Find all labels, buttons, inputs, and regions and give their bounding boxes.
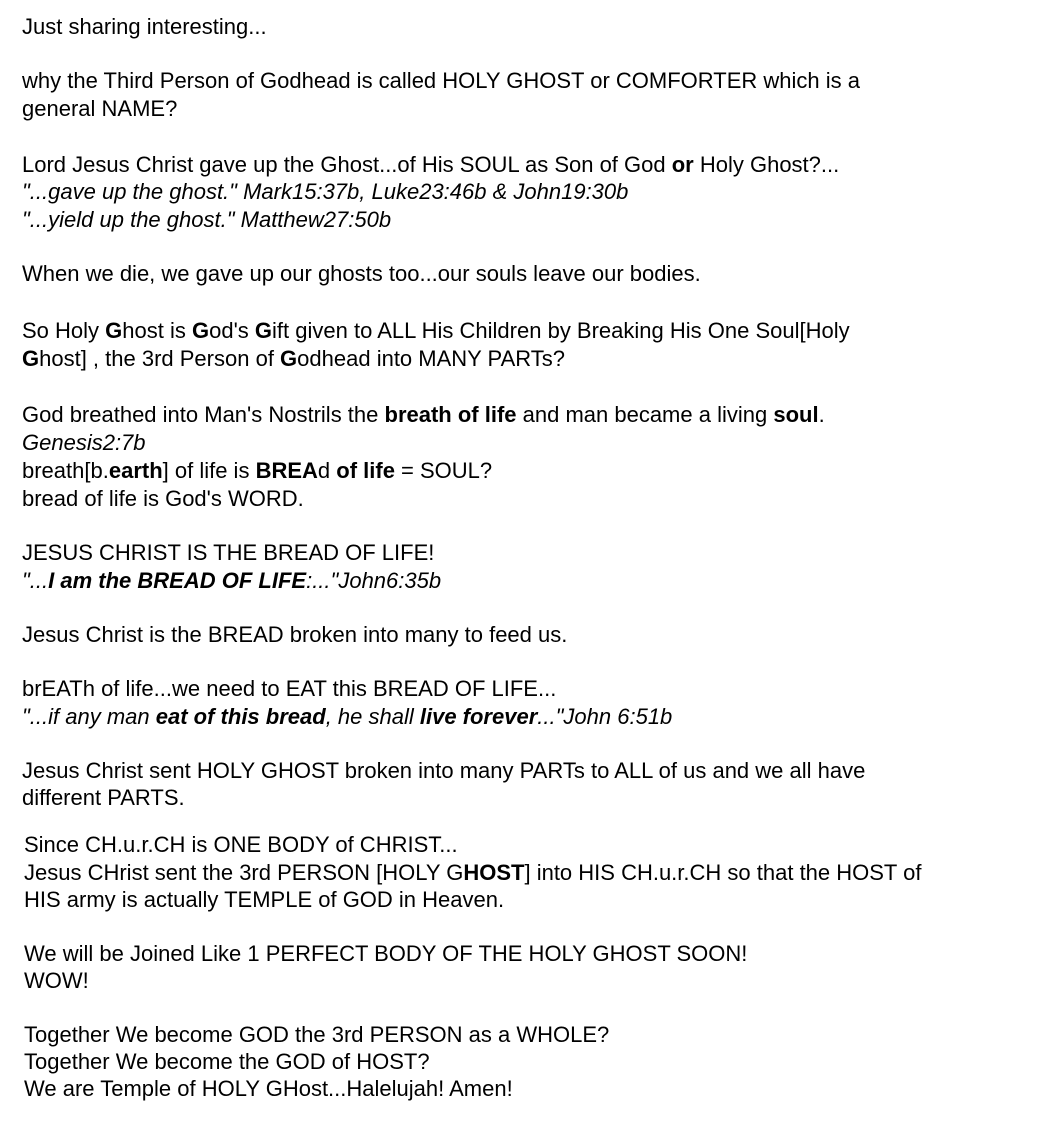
scripture-reference: "...I am the BREAD OF LIFE:..."John6:35b (22, 568, 442, 593)
text-line: We will be Joined Like 1 PERFECT BODY OF THE HOLY GHOST SOON! (24, 941, 748, 966)
text-line: Just sharing interesting... (22, 14, 267, 39)
text-line: general NAME? (22, 96, 178, 121)
scripture-reference: "...if any man eat of this bread, he shall live forever..."John 6:51b (22, 704, 673, 729)
text-line: So Holy Ghost is God's Gift given to ALL His Children by Breaking His One Soul[Holy (22, 318, 850, 343)
text-line: HIS army is actually TEMPLE of GOD in Heaven. (24, 887, 505, 912)
text-line: bread of life is God's WORD. (22, 486, 304, 511)
text-line: We are Temple of HOLY GHost...Halelujah! Amen! (24, 1076, 513, 1101)
text-line: Jesus Christ is the BREAD broken into many to feed us. (22, 622, 568, 647)
text-line: breath[b.earth] of life is BREAd of life = SOUL? (22, 458, 493, 483)
text-line: different PARTS. (22, 785, 185, 810)
text-line: God breathed into Man's Nostrils the breath of life and man became a living soul. (22, 402, 825, 427)
scripture-reference: "...yield up the ghost." Matthew27:50b (22, 207, 392, 232)
text-line: Together We become the GOD of HOST? (24, 1049, 430, 1074)
scripture-reference: Genesis2:7b (22, 430, 146, 455)
text-line: Together We become GOD the 3rd PERSON as a WHOLE? (24, 1022, 610, 1047)
text-line: Since CH.u.r.CH is ONE BODY of CHRIST... (24, 832, 458, 857)
text-line: JESUS CHRIST IS THE BREAD OF LIFE! (22, 540, 435, 565)
text-line: Jesus Christ sent HOLY GHOST broken into many PARTs to ALL of us and we all have (22, 758, 866, 783)
scripture-reference: "...gave up the ghost." Mark15:37b, Luke23:46b & John19:30b (22, 179, 629, 204)
text-line: brEATh of life...we need to EAT this BREAD OF LIFE... (22, 676, 557, 701)
text-line: Ghost] , the 3rd Person of Godhead into MANY PARTs? (22, 346, 565, 371)
text-line: Jesus CHrist sent the 3rd PERSON [HOLY GHOST] into HIS CH.u.r.CH so that the HOST of (24, 860, 922, 885)
text-line: Lord Jesus Christ gave up the Ghost...of His SOUL as Son of God or Holy Ghost?... (22, 152, 840, 177)
text-line: When we die, we gave up our ghosts too...our souls leave our bodies. (22, 261, 701, 286)
text-line: why the Third Person of Godhead is called HOLY GHOST or COMFORTER which is a (22, 68, 860, 93)
text-line: WOW! (24, 968, 89, 993)
